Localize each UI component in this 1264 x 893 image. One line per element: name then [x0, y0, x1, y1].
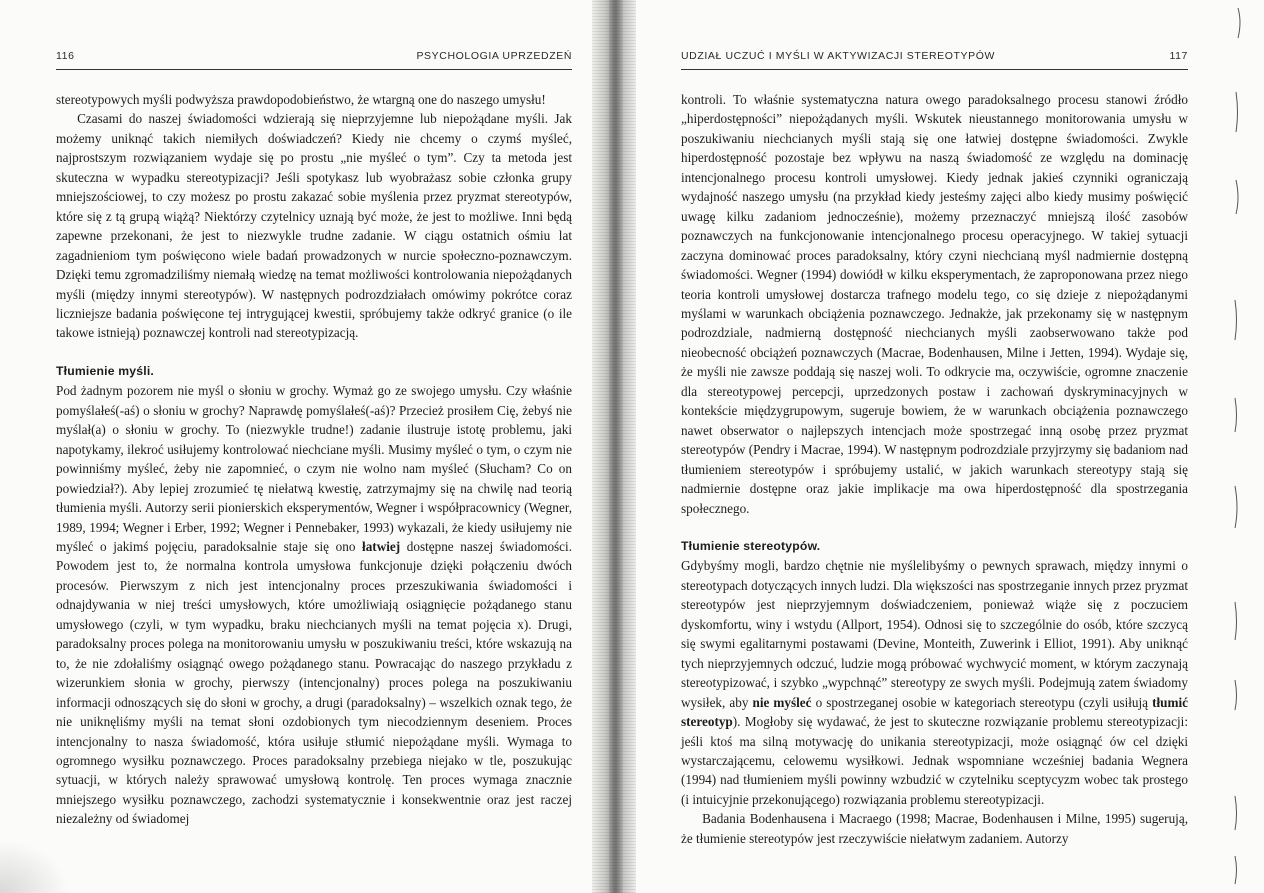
book-gutter-shadow — [609, 0, 623, 893]
left-page-number: 116 — [56, 50, 75, 62]
right-page-header — [681, 50, 1188, 66]
left-section-text-2: dostępne naszej świadomości. Powodem jest to, że normalna kontrola umysłowa funkcjonuje dzięki połączeniu dwóch procesów. Pierwszym z nich jest intencjonalny proces przeszukiwania świadomości i odnajdywania w niej treści umysłowych, które umożliwiają osiągnięcie pożądanego stanu umysłowego (czyli, w tym wypadku, braku niechcianych myśli na temat pojęcia x). Drugi, paradoksalny proces polega na monitorowaniu umysłu w poszukiwaniu treści, które wskazują na to, że nie zdołaliśmy osiągnąć owego pożądanego stanu. Powracając do naszego przykładu z wizerunkiem słonia w grochy, pierwszy (intencjonalny) proces polega na poszukiwaniu informacji odnoszących się do słoni w grochy, a drugi (paradoksalny) – wszelkich oznak tego, że nie uniknęliśmy myśli na temat słoni ozdobionych tym niecodziennym deseniem. Proces intencjonalny to nasza świadomość, która usiłuje stłumić niepożądane myśli. Wymaga to ogromnego wysiłku poznawczego. Proces paradoksalny przebiega niejako w tle, poszukując sytuacji, w których należy sprawować umysłową kontrolę. Ten proces wymaga znacznie mniejszego wysiłku poznawczego, zachodzi systematycznie i konsekwentnie oraz jest raczej niezależny od świadomej — [56, 538, 572, 827]
left-running-head: PSYCHOLOGIA UPRZEDZEŃ — [416, 50, 572, 62]
left-paragraph-1: stereotypowych myśli podwyższa prawdopodobieństwo, że wtargną one do naszego umysłu! — [56, 92, 546, 107]
right-header-rule — [681, 69, 1188, 70]
right-paragraph-1: kontroli. To właśnie systematyczna natura owego paradoksalnego procesu stanowi źródło „hiperdostępności” niepożądanych myśli. Wskutek nieustannego monitorowania umysłu w poszukiwaniu niechcianych myśli stają się one łatwiej dostępne świadomości. Zwykle hiperdostępność pozostaje bez wpływu na naszą świadomość ze względu na dominację intencjonalnego procesu kontroli umysłowej. Kiedy jednak jakieś czynniki ograniczają wydajność naszego umysłu (na przykład kiedy jesteśmy zajęci albo kiedy musimy poświęcić uwagę kilku zadaniom jednocześnie), możemy przeznaczyć mniejszą ilość zasobów poznawczych na funkcjonowanie intencjonalnego procesu operacyjnego. W takiej sytuacji zaczyna dominować proces paradoksalny, który czyni niechcianą myśl nadmiernie dostępną świadomości. Wegner (1994) dowiódł w kilku eksperymentach, że zaproponowana przez niego teoria kontroli umysłowej dostarcza trafnego modelu tego, co się dzieje z niepożądanymi myślami w warunkach obciążenia poznawczego. Jednakże, jak przekonamy się w następnym podrozdziale, nadmierną dostępność niechcianych myśli zaobserwowano także pod nieobecność obciążeń poznawczych (Macrae, Bodenhausen, Milne i Jetten, 1994). Wydaje się, że myśli nie zawsze poddają się naszej woli. To odkrycie ma, oczywiście, ogromne znaczenie dla stereotypowej percepcji, uprzedzonych postaw i zachowań dyskryminacyjnych w kontekście międzygrupowym, sugeruje bowiem, że w warunkach obciążenia poznawczego nawet obserwator o najlepszych intencjach może spostrzegać inną osobę przez pryzmat stereotypów (Pendry i Macrae, 1994). W następnym podrozdziale przyjrzymy się badaniom nad tłumieniem stereotypów i spróbujemy ustalić, w jakich warunkach stereotypy stają się nadmiernie dostępne oraz jakie implikacje ma owa hiperdostępność dla spostrzegania społecznego. — [681, 92, 1188, 516]
section-title-stereotype-suppression: Tłumienie stereotypów. — [681, 538, 821, 553]
left-page-header — [56, 50, 572, 66]
left-body — [56, 90, 572, 829]
left-paragraph-2: Czasami do naszej świadomości wdzierają się nieprzyjemne lub niepożądane myśli. Jak możemy uniknąć takich niemiłych doświadczeń? Kiedy nie chcemy o czymś myśleć, najprostszym rozwiązaniem wydaje się po prostu „nie myśleć o tym”. Czy ta metoda jest skuteczna w wypadku stereotypizacji? Jeśli spotykasz lub wyobrażasz sobie członka grupy mniejszościowej, to czy możesz po prostu zakazać sobie myślenia przez pryzmat stereotypów, które się z tą grupą wiążą? Niektórzy czytelnicy uznają być może, że jest to możliwe. Inni będą zapewne przekonani, że jest to niezwykle trudne zadanie. W ciągu ostatnich ośmiu lat zagadnieniom tym poświęcono wiele badań prowadzonych w nurcie społeczno-poznawczym. Dzięki temu zgromadziliśmy niemałą wiedzę na temat możliwości kontrolowania niepożądanych myśli (między innymi stereotypów). W następnych podrozdziałach omówimy pokrótce coraz liczniejsze badania poświęcone tej intrygującej kwestii, spróbujemy także odkryć granice (o ile takowe istnieją) poznawczej kontroli nad stereotypizacją. — [56, 111, 572, 341]
scan-corner-smudge — [0, 840, 70, 893]
right-section-bold-2: tłumić stereotyp — [681, 694, 1188, 730]
right-section-text-2: o spostrzeganej osobie w kategoriach stereotypu (czyli usiłują — [811, 694, 1153, 710]
left-page — [0, 0, 598, 893]
left-section-text-1: Pod żadnym pozorem nie myśl o słoniu w grochy. Wymaż go ze swojego umysłu. Czy właśnie pomyślałeś(-aś) o słoniu w grochy? Naprawdę pomyślałeś(-aś)? Przecież prosiłem Cię, żebyś nie myślał(a) o słoniu w grochy. To (niezwykle trudne!) zadanie ilustruje istotę problemu, jaki napotykamy, ilekroć usiłujemy kontrolować niechciane myśli. Musimy myśleć o tym, o czym nie powinniśmy myśleć, żeby nie zapomnieć, o czym nie wolno nam myśleć (Słucham? Co on powiedział?). Aby lepiej zrozumieć tę niełatwą kwestię, zatrzymajmy się na chwilę nad teorią tłumienia myśli. Autorzy serii pionierskich eksperymentów, Wegner i współpracownicy (Wegner, 1989, 1994; Wegner i Erber, 1992; Wegner i Pennebaker, 1993) wykazali, że kiedy usiłujemy nie myśleć o jakimś pojęciu, paradoksalnie staje się ono — [56, 383, 572, 554]
right-body — [681, 90, 1188, 848]
left-section-paragraph — [56, 381, 572, 828]
right-paragraph-last: Badania Bodenhausena i Macraego (1998; Macrae, Bodenhausen i Milne, 1995) sugerują, że tłumienie stereotypów jest rzeczywiście niełatwym zadaniem. Autorzy — [681, 811, 1188, 846]
left-section-bold: łatwiej — [362, 538, 401, 554]
section-title-thought-suppression: Tłumienie myśli. — [56, 363, 155, 378]
right-section-paragraph — [681, 556, 1188, 809]
scan-edge-marks — [1226, 0, 1264, 893]
left-header-rule — [56, 69, 572, 70]
right-running-head: UDZIAŁ UCZUĆ I MYŚLI W AKTYWIZACJI STEREOTYPÓW — [681, 50, 996, 62]
right-page — [630, 0, 1264, 893]
right-page-number: 117 — [1169, 50, 1188, 62]
right-section-text-3: ). Mogłoby się wydawać, że jest to skuteczne rozwiązanie problemu stereotypizacji: jeśli ktoś ma silną motywację do unikania stereotypizacji, może osiągnąć ów cel dzięki wystarczającemu, celowemu wysiłkowi. Jednak wspomniane wcześniej badania Wegnera (1994) nad tłumieniem myśli powinny wzbudzić w czytelniku sceptycyzm wobec tak prostego (i intuicyjnie przekonującego) rozwiązania problemu stereotypizacji. — [681, 714, 1188, 807]
right-section-text-1: Gdybyśmy mogli, bardzo chętnie nie myślelibyśmy o pewnych sprawach, między innymi o stereotypach dotyczących innych ludzi. Dla większości nas spostrzeganie innych przez pryzmat stereotypów jest nieprzyjemnym doświadczeniem, ponieważ wiąże się z poczuciem dyskomfortu, winy i wstydu (Allport, 1954). Odnosi się to szczególnie do osób, które szczycą się swymi egalitarnymi postawami (Devine, Monteith, Zuwerink i Elliot, 1991). Aby uniknąć tych nieprzyjemnych odczuć, ludzie mogą próbować wychwycić moment, w którym zaczynają stereotypizować, i szybko „wypchnąć” stereotypy ze swych myśli. Podejmują zatem świadomy wysiłek, aby — [681, 558, 1188, 710]
right-section-bold-1: nie myśleć — [752, 694, 812, 710]
